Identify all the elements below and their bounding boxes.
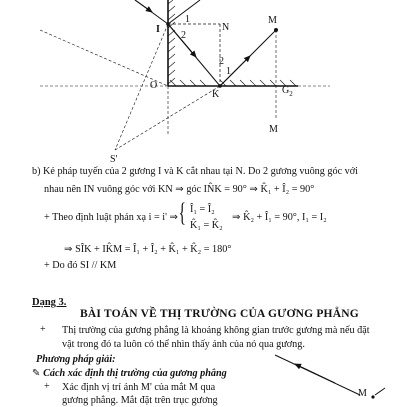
- law-of-reflection-line: + Theo định luật phản xạ i = i' ⇒: [44, 212, 178, 223]
- label-k: K: [212, 89, 220, 100]
- label-m-bottom: M: [269, 124, 278, 135]
- label-n: N: [222, 22, 230, 33]
- label-g2: $G_2$: [282, 85, 293, 98]
- part-b-line-2: nhau nên IN vuông góc với KN ⇒ góc IN̂K = 90° ⇒ K̂₁ + Î₂ = 90°: [44, 184, 315, 195]
- label-m-fig2: M: [358, 388, 367, 399]
- field-of-view-diagram: [255, 350, 400, 400]
- definition-bullet: +: [40, 324, 46, 335]
- step-line-2: gương phẳng. Mắt đặt trên trục gương: [62, 395, 218, 406]
- pencil-icon: ✎: [32, 368, 41, 379]
- system-result: ⇒ K̂₂ + Î₁ = 90°, I₁ = I₂: [232, 212, 327, 223]
- label-s-prime: S': [110, 154, 118, 165]
- definition-line-1: Thị trường của gương phẳng là khoảng không gian trước gương mà nếu đặt: [62, 325, 370, 336]
- section-title: BÀI TOÁN VỀ THỊ TRƯỜNG CỦA GƯƠNG PHẲNG: [80, 308, 359, 320]
- how-to-heading: [32, 367, 227, 380]
- mirror-g2-hatching: [170, 80, 296, 86]
- step-line-1: Xác định vị trí ảnh M' của mắt M qua: [62, 382, 216, 393]
- how-to-heading-text: Cách xác định thị trường của gương phẳng: [43, 368, 227, 379]
- label-angle-1: 1: [185, 14, 190, 25]
- label-angle-2-i: 2: [181, 30, 186, 41]
- label-i: I: [156, 24, 160, 35]
- mirror-g1-hatching: [168, 0, 175, 84]
- part-b-line-1: b) Kẻ pháp tuyến của 2 gương I và K cắt nhau tại N. Do 2 gương vuông góc với: [32, 166, 358, 177]
- system-equation-2: K̂₁ = K̂₂: [190, 220, 223, 231]
- step-bullet: +: [44, 381, 50, 392]
- label-angle-1-k: 1: [226, 66, 231, 77]
- definition-line-2: vật trong đó ta luôn có thể nhìn thấy ảnh của nó qua gương.: [62, 339, 305, 350]
- system-equation-1: Î₁ = Î₂: [190, 204, 215, 215]
- label-angle-2-k: 2: [219, 56, 224, 67]
- angle-sum-line: ⇒ SÎK + IK̂M = Î₁ + Î₂ + K̂₁ + K̂₂ = 180°: [64, 244, 232, 255]
- system-brace: {: [178, 198, 186, 227]
- conclusion-line: + Do đó SI // KM: [44, 260, 117, 271]
- label-m-top: M: [268, 15, 277, 26]
- section-label: Dạng 3.: [32, 297, 67, 308]
- label-o: O: [150, 80, 158, 91]
- method-heading: Phương pháp giải:: [36, 354, 116, 365]
- reflection-diagram: [0, 0, 400, 170]
